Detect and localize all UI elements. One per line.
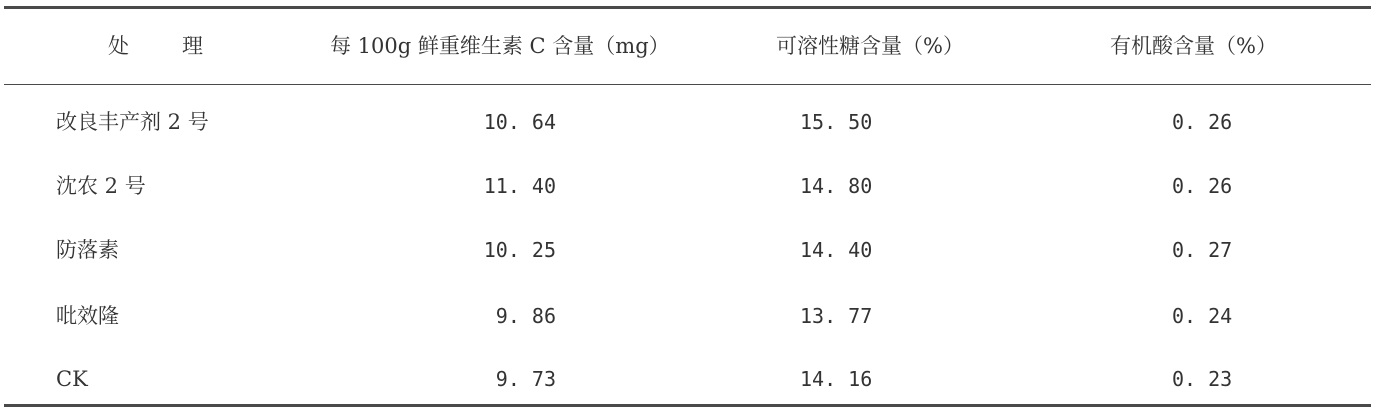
header-soluble-sugar: 可溶性糖含量（%） [776, 34, 964, 58]
cell-treatment: 沈农 2 号 [56, 174, 146, 198]
table-top-rule [4, 6, 1371, 9]
cell-organic-acid: 0. 27 [1172, 238, 1233, 262]
header-organic-acid: 有机酸含量（%） [1110, 34, 1277, 58]
cell-treatment: 吡效隆 [56, 304, 119, 328]
table-header-row [0, 26, 1375, 66]
cell-soluble-sugar: 13. 77 [800, 304, 873, 328]
header-treatment [60, 26, 240, 66]
cell-organic-acid: 0. 26 [1172, 174, 1233, 198]
cell-treatment: CK [56, 367, 88, 391]
header-vitamin-c: 每 100g 鲜重维生素 C 含量（mg） [330, 34, 670, 58]
cell-soluble-sugar: 15. 50 [800, 110, 873, 134]
table-row [0, 102, 1375, 142]
table-header-rule [4, 84, 1371, 85]
cell-soluble-sugar: 14. 16 [800, 367, 873, 391]
cell-treatment: 改良丰产剂 2 号 [56, 110, 209, 134]
table-row [0, 359, 1375, 399]
cell-vitamin-c: 10. 64 [483, 110, 556, 134]
header-treatment-char-2: 理 [182, 34, 203, 58]
table-row [0, 166, 1375, 206]
cell-organic-acid: 0. 26 [1172, 110, 1233, 134]
cell-treatment: 防落素 [56, 238, 119, 262]
header-treatment-char-1: 处 [108, 34, 129, 58]
table-row [0, 230, 1375, 270]
table-row [0, 296, 1375, 336]
cell-soluble-sugar: 14. 40 [800, 238, 873, 262]
cell-vitamin-c: 11. 40 [483, 174, 556, 198]
cell-vitamin-c: 10. 25 [483, 238, 556, 262]
cell-vitamin-c: 9. 86 [495, 304, 556, 328]
cell-soluble-sugar: 14. 80 [800, 174, 873, 198]
cell-organic-acid: 0. 24 [1172, 304, 1233, 328]
table-bottom-rule [4, 404, 1371, 407]
cell-vitamin-c: 9. 73 [495, 367, 556, 391]
cell-organic-acid: 0. 23 [1172, 367, 1233, 391]
